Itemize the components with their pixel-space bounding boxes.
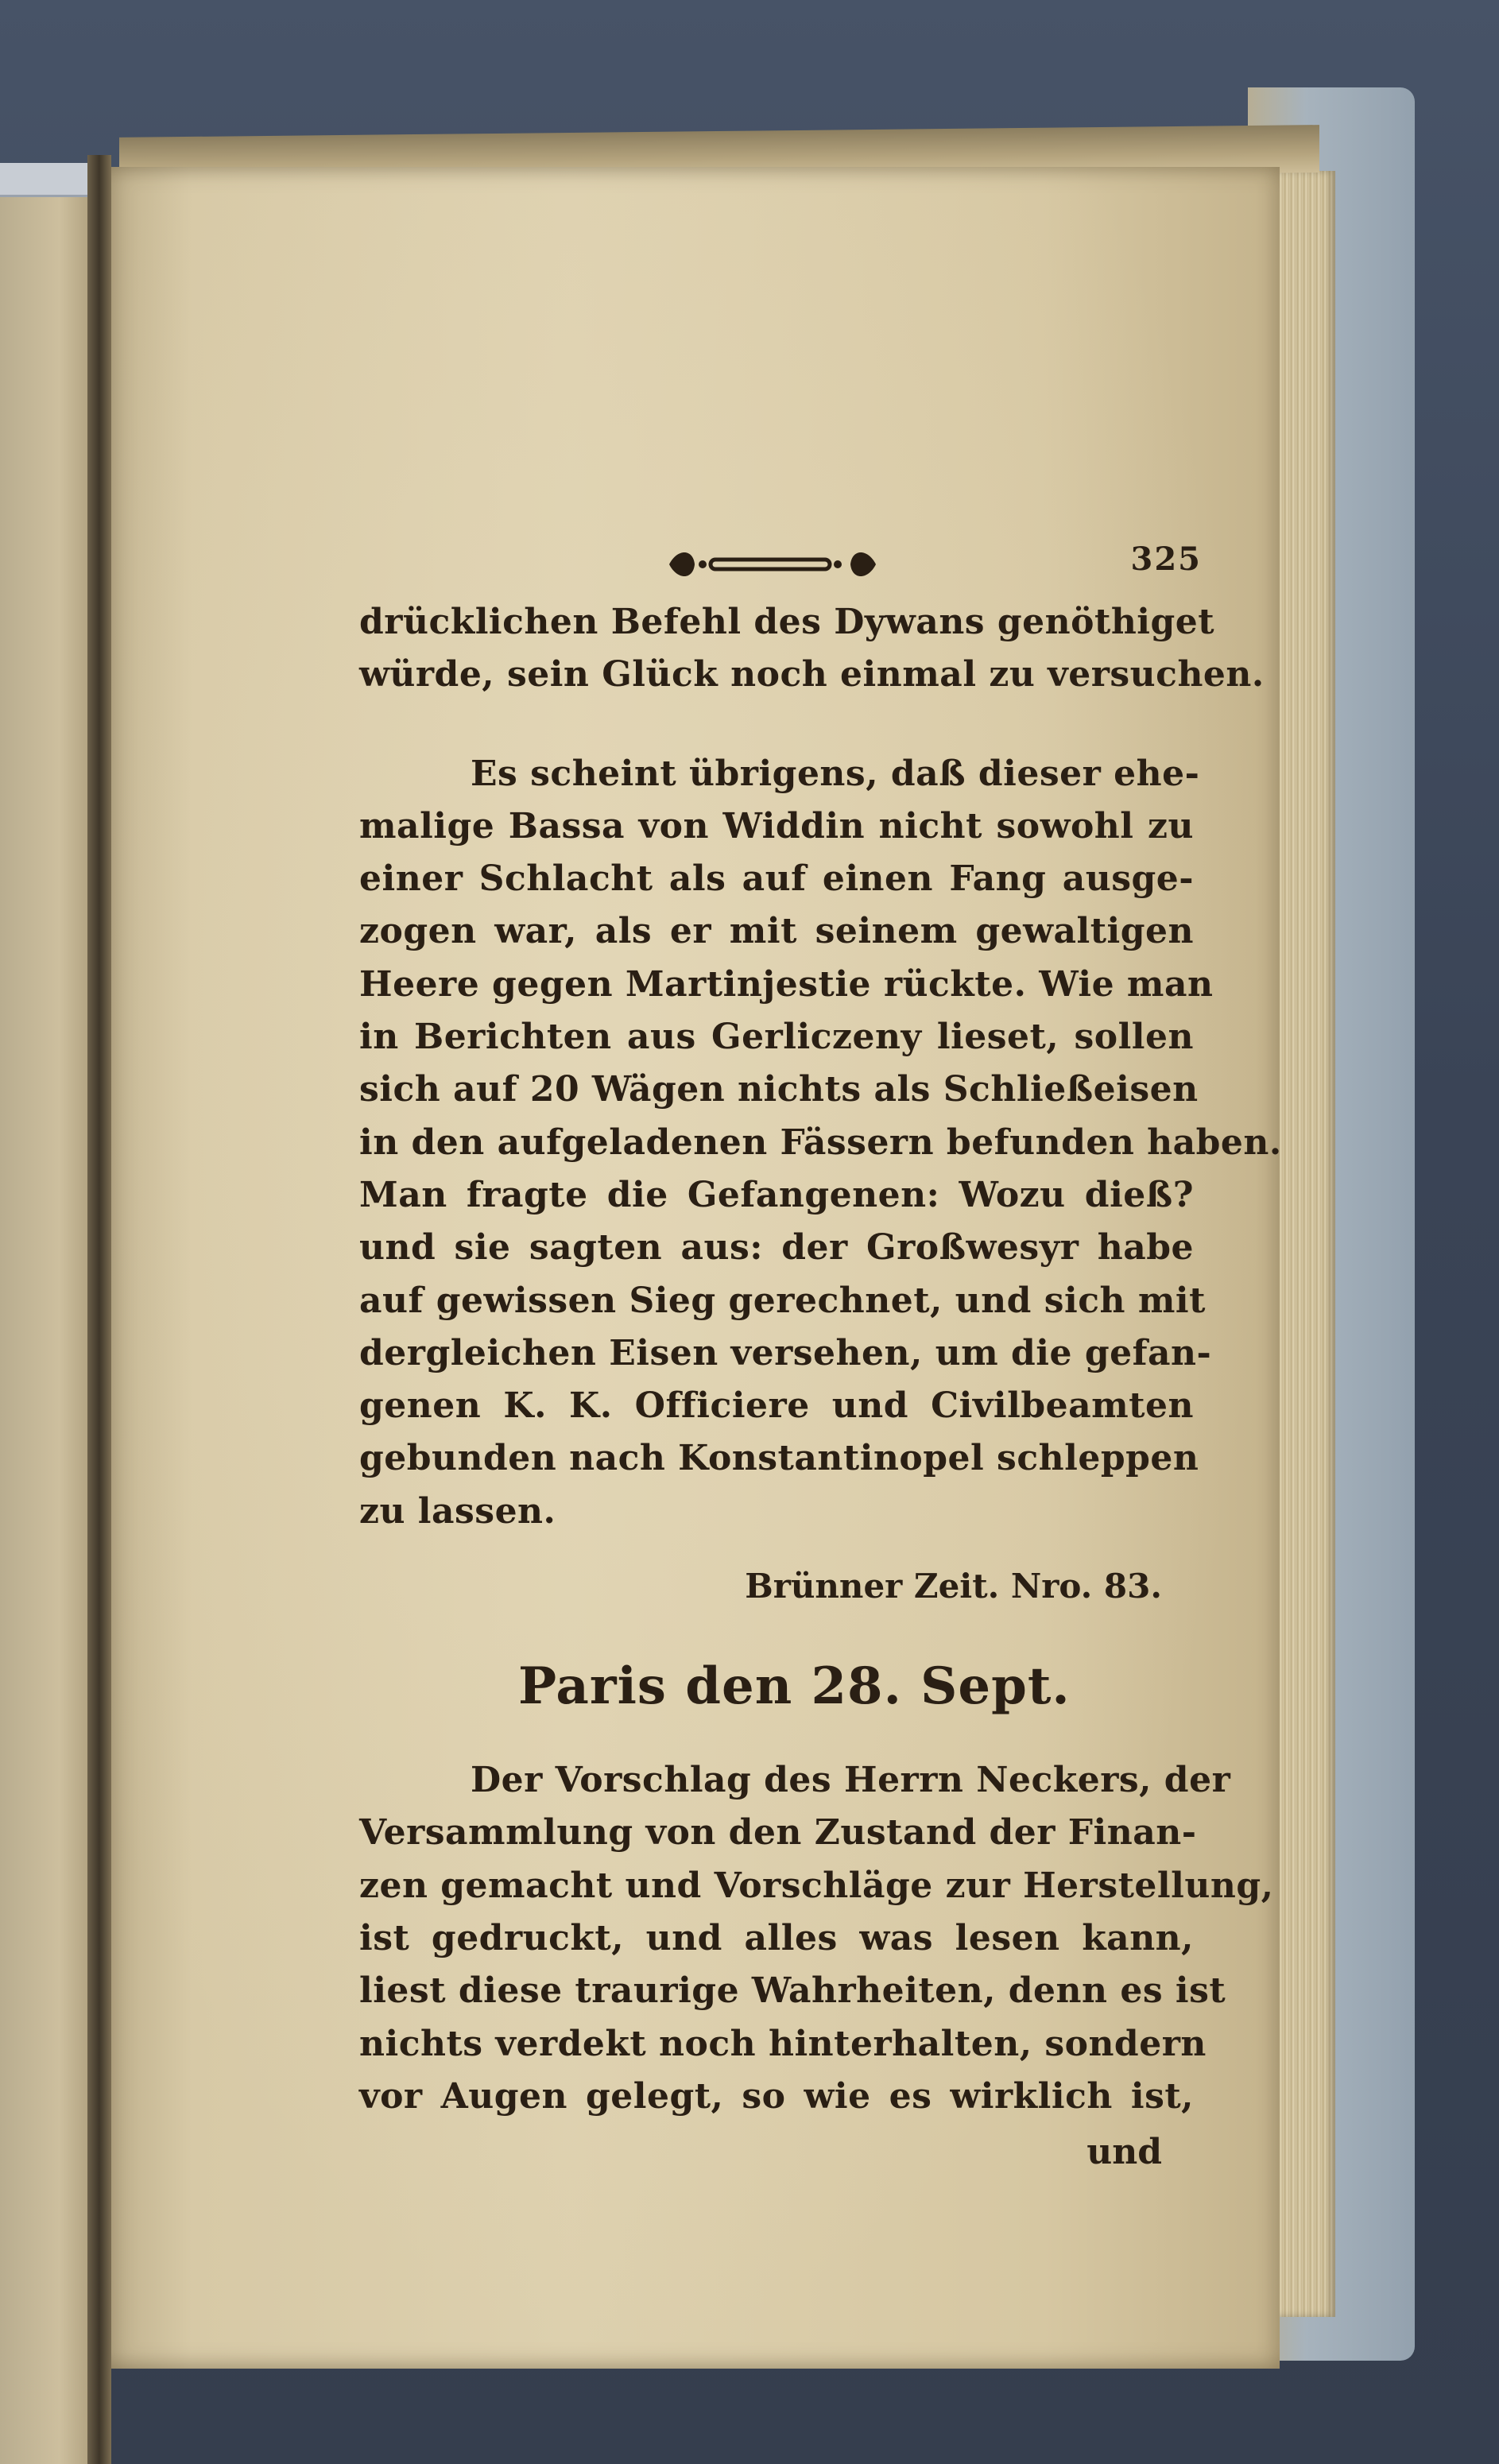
- text-line: nichts verdekt noch hinterhalten, sondern: [359, 2023, 1207, 2064]
- text-line: würde, sein Glück noch einmal zu versuchen.: [359, 654, 1265, 695]
- text-line: zu lassen.: [359, 1490, 556, 1532]
- text-line: Man fragte die Gefangenen: Wozu dieß?: [359, 1174, 1194, 1215]
- text-line: Es scheint übrigens, daß dieser ehe-: [471, 753, 1200, 794]
- ornament-icon: [653, 540, 892, 588]
- left-page: [0, 163, 99, 2464]
- running-head: [359, 540, 1202, 596]
- text-line: zen gemacht und Vorschläge zur Herstellung,: [359, 1865, 1274, 1906]
- text-line: liest diese traurige Wahrheiten, denn es ist: [359, 1970, 1226, 2012]
- page-number: 325: [1130, 540, 1202, 578]
- text-line: dergleichen Eisen versehen, um die gefan-: [359, 1332, 1212, 1373]
- text-line: genen K. K. Officiere und Civilbeamten: [359, 1385, 1194, 1427]
- text-line: Versammlung von den Zustand der Finan-: [359, 1812, 1197, 1854]
- text-line: vor Augen gelegt, so wie es wirklich ist,: [359, 2075, 1194, 2117]
- text-line: ist gedruckt, und alles was lesen kann,: [359, 1917, 1194, 1958]
- text-line: in den aufgeladenen Fässern befunden haben.: [359, 1122, 1282, 1163]
- page-text-block: [359, 540, 1282, 2179]
- text-line: einer Schlacht als auf einen Fang ausge-: [359, 858, 1194, 900]
- text-line: und sie sagten aus: der Großwesyr habe: [359, 1227, 1194, 1269]
- right-page: [97, 167, 1280, 2369]
- text-line: in Berichten aus Gerliczeny lieset, sollen: [359, 1017, 1194, 1058]
- source-citation: Brünner Zeit. Nro. 83.: [745, 1567, 1162, 1606]
- text-line: Heere gegen Martinjestie rückte. Wie man: [359, 963, 1214, 1005]
- text-line: gebunden nach Konstantinopel schleppen: [359, 1438, 1199, 1479]
- text-line: Der Vorschlag des Herrn Neckers, der: [471, 1760, 1231, 1801]
- book-gutter: [87, 155, 111, 2464]
- text-line: malige Bassa von Widdin nicht sowohl zu: [359, 805, 1194, 847]
- text-line: zogen war, als er mit seinem gewaltigen: [359, 911, 1194, 952]
- section-heading: Paris den 28. Sept.: [518, 1656, 1071, 1717]
- left-page-edge: [0, 163, 99, 197]
- text-line: auf gewissen Sieg gerechnet, und sich mit: [359, 1280, 1206, 1321]
- text-line: sich auf 20 Wägen nichts als Schließeisen: [359, 1069, 1199, 1110]
- catchword: und: [1086, 2132, 1162, 2173]
- text-line: drücklichen Befehl des Dywans genöthiget: [359, 602, 1215, 642]
